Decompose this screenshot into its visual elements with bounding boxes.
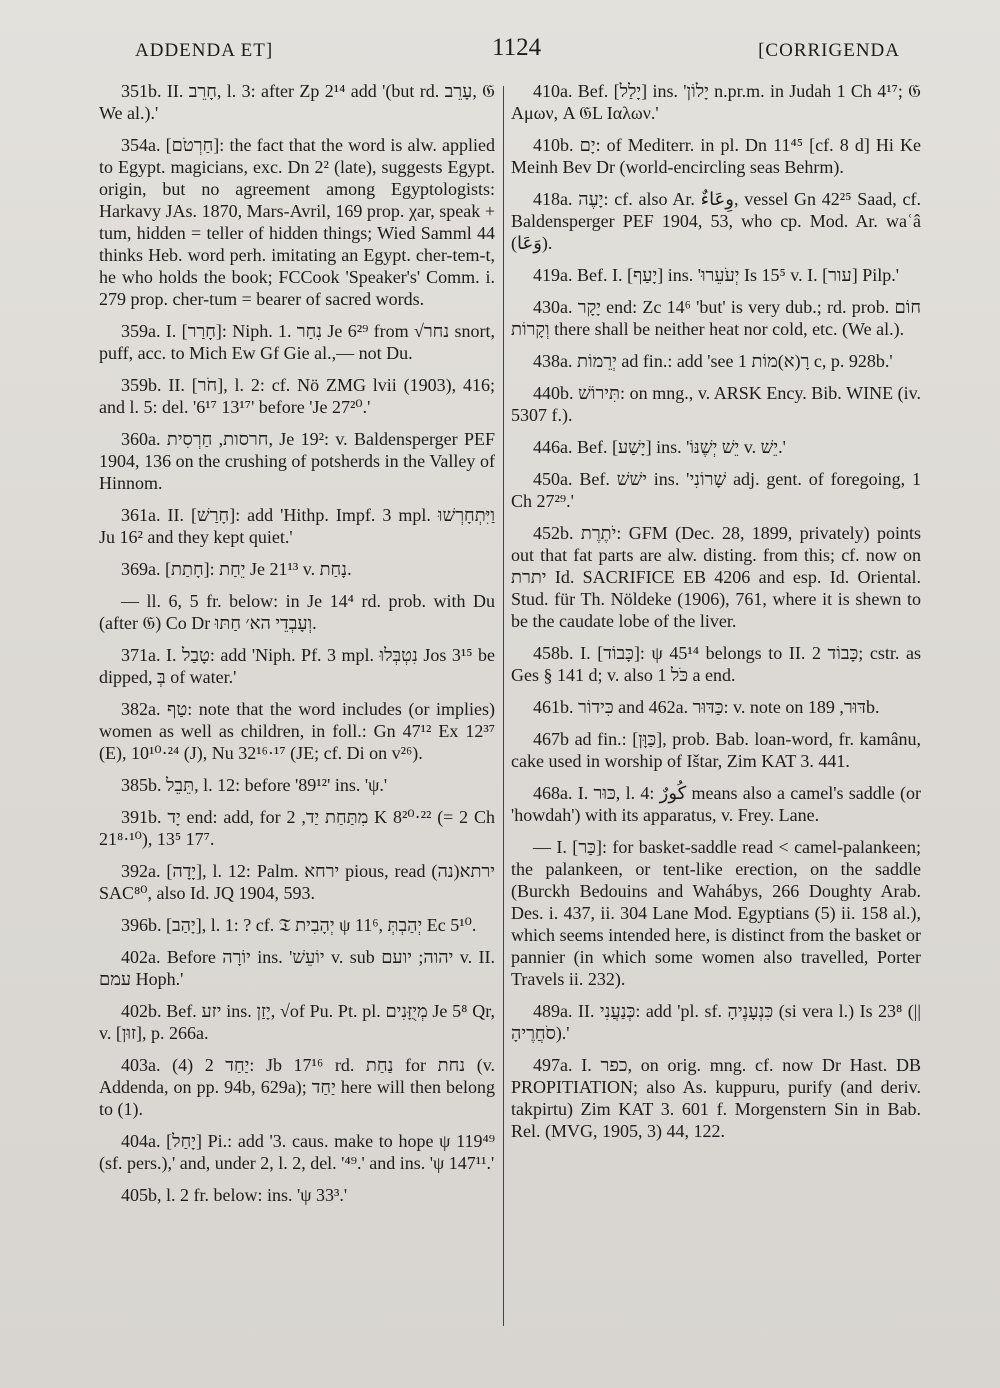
entry: 430a. יָקָר end: Zc 14⁶ 'but' is very dub.; rd. prob. חוֹם וְקָרוֹת there shall be neither heat nor cold, etc. (We al.).	[511, 297, 921, 339]
entry: 403a. יַחַד 2 (4): Jb 17¹⁶ rd. נַחַת for נחת (v. Addenda, on pp. 94b, 629a); יַחַד here will then belong to (1).	[99, 1055, 495, 1119]
entry: 359a. I. [חָרַר]: Niph. 1. נִחַר Je 6²⁹ from √נחר snort, puff, acc. to Mich Ew Gf Gie al.,— not Du.	[99, 321, 495, 363]
entry: 359b. II. [חֹר], l. 2: cf. Nö ZMG lvii (1903), 416; and l. 5: del. '6¹⁷ 13¹⁷' before 'Je 27²⁰.'	[99, 375, 495, 417]
entry: 361a. II. [חָרַשׁ]: add 'Hithp. Impf. 3 mpl. וַיִּתְחָרְשׁוּ Ju 16² and they kept quiet.'	[99, 505, 495, 547]
entry: 461b. כִּידוֹר and 462a. כַּדּוּר: v. note on דּוּר, 189b.	[533, 697, 880, 717]
entry: 371a. I. טָבַל: add 'Niph. Pf. 3 mpl. נִטְבְּלוּ Jos 3¹⁵ be dipped, בְּ of water.'	[99, 645, 495, 687]
entry: — ll. 6, 5 fr. below: in Je 14⁴ rd. prob. with Du (after 𝔊) Co Dr וְעָבְדֵי הא׳ חַתּוּ.	[99, 591, 495, 633]
entry: 497a. I. כפר, on orig. mng. cf. now Dr Hast. DB PROPITIATION; also As. kuppuru, purify (and deriv. takpirtu) Zim KAT 3. 601 f. Morgenstern Sin in Bab. Rel. (MVG, 1905, 3) 44, 122.	[511, 1055, 921, 1141]
entry: 440b. תִּירוֹשׁ: on mng., v. ARSK Ency. Bib. WINE (iv. 5307 f.).	[511, 383, 921, 425]
running-head-right: [CORRIGENDA	[758, 40, 900, 61]
running-head	[135, 34, 900, 70]
entry: 351b. II. חָרֵב, l. 3: after Zp 2¹⁴ add '(but rd. עָרֵב, 𝔊 We al.).'	[99, 81, 495, 123]
entry: 396b. [יָהַב], l. 1: ? cf. 𝔗 יְהָבִית ψ 11⁶, יְהַבְתְּ Ec 5¹⁰.	[121, 915, 477, 935]
entry: 382a. טַף: note that the word includes (or implies) women as well as children, in foll.: Gn 47¹² Ex 12³⁷ (E), 10¹⁰·²⁴ (J), Nu 32¹⁶·¹⁷ (JE; cf. Di on v²⁶).	[99, 699, 495, 763]
entry: 452b. יֹתֶרֶת: GFM (Dec. 28, 1899, privately) points out that fat parts are alw. disting. from this; cf. now on יתרת Id. SACRIFICE EB 4206 and esp. Id. Oriental. Stud. für Th. Nöldeke (1906), 761, where it is shewn to be the caudate lobe of the liver.	[511, 523, 921, 631]
entry: 410a. Bef. [יָלַל] ins. 'יָלוֹן n.pr.m. in Judah 1 Ch 4¹⁷; 𝔊 Αμων, A 𝔊L Ιαλων.'	[511, 81, 921, 123]
page-number: 1124	[492, 34, 542, 61]
right-column	[511, 80, 921, 1378]
entry: 468a. I. כּוּר, l. 4: كُورٌ means also a camel's saddle (or 'howdah') with its apparatus, v. Frey. Lane.	[511, 783, 921, 825]
entry: 467b ad fin.: [כַּוָּן], prob. Bab. loan-word, fr. kamânu, cake used in worship of Ištar, Zim KAT 3. 441.	[511, 729, 921, 771]
entry: 405b, l. 2 fr. below: ins. 'ψ 33³.'	[121, 1185, 348, 1205]
entry: 418a. יָעֶה: cf. also Ar. وِعَاءٌ, vessel Gn 42²⁵ Saad, cf. Baldensperger PEF 1904, 53, who cp. Mod. Ar. waʿâ (وَعَا).	[511, 189, 921, 253]
entry: 419a. Bef. I. [יָעַף] ins. 'יְעֹעֵרוּ Is 15⁵ v. I. [עור] Pilp.'	[533, 265, 899, 285]
entry: 402b. Bef. יזע ins. יָזַן, √of Pu. Pt. pl. מְיֻזָּנִים Je 5⁸ Qr, v. [זוּן], p. 266a.	[99, 1001, 495, 1043]
entry: 458b. I. [כָּבוֹד]: ψ 45¹⁴ belongs to II. כָּבוֹד 2; cstr. as Ges § 141 d; v. also כֹּל 1 a end.	[511, 643, 921, 685]
entry: 354a. [חַרְטֹם]: the fact that the word is alw. applied to Egypt. magicians, exc. Dn 2² (late), suggests Egypt. origin, but no agreement among Egyptologists: Harkavy JAs. 1870, Mars-Avril, 169 prop. χar, speak + tum, hidden = teller of hidden things; Wied Samml 44 thinks Heb. word perh. imitating an Egypt. cher-tem-t, he who holds the book; FCCook 'Speaker's' Comm. i. 279 prop. cher-tum = bearer of sacred words.	[99, 135, 495, 309]
entry: 410b. יָם: of Mediterr. in pl. Dn 11⁴⁵ [cf. 8 d] Hi Ke Meinh Bev Dr (world-encircling seas Behrm).	[511, 135, 921, 177]
entry: 450a. Bef. ישׁשׁ ins. 'שָׁרוֹנִי adj. gent. of foregoing, 1 Ch 27²⁹.'	[511, 469, 921, 511]
entry: 404a. [יָחַל] Pi.: add '3. caus. make to hope ψ 119⁴⁹ (sf. pers.),' and, under 2, l. 2, del. '⁴⁹.' and ins. 'ψ 147¹¹.'	[99, 1131, 495, 1173]
entry: 402a. Before יוֹרָה ins. 'יוֹעֵשׁ v. sub יהוה; יועם v. II. עמם Hoph.'	[99, 947, 495, 989]
column-divider	[503, 86, 504, 1326]
entry: 489a. II. כְּנַעֲנִי: add 'pl. sf. כִּנְעָנֶיהָ (si vera l.) Is 23⁸ (|| סֹחֲרֶיהָ).'	[511, 1001, 921, 1043]
entry: 369a. [חָתַת]: יֵחַת Je 21¹³ v. נָחַת.	[121, 559, 352, 579]
entry: 385b. תֵּבֵל, l. 12: before '89¹²' ins. 'ψ.'	[121, 775, 388, 795]
entry: 391b. יָד end: add, for מִתַּחַת יַד, 2 K 8²⁰·²² (= 2 Ch 21⁸·¹⁰), 13⁵ 17⁷.	[99, 807, 495, 849]
left-column	[99, 80, 495, 1378]
entry: 446a. Bef. [יָשַׁע] ins. 'יֵשׁ יְשֶׁנּוֹ v. יֵשׁ.'	[533, 437, 786, 457]
running-head-left: ADDENDA ET]	[135, 40, 274, 61]
entry: 360a. חרסות, חַרְסִית, Je 19²: v. Baldensperger PEF 1904, 136 on the crushing of potsherds in the Valley of Hinnom.	[99, 429, 495, 493]
entry: 392a. [יָדָה], l. 12: Palm. ירחא pious, read (נה)ירתא SAC⁸⁰, also Id. JQ 1904, 593.	[99, 861, 495, 903]
entry: 438a. יְרֵמוֹת ad fin.: add 'see רָ(א)מוֹת 1 c, p. 928b.'	[533, 351, 893, 371]
entry: — I. [כַּר]: for basket-saddle read < camel-palankeen; the palankeen, or tent-like erection, on the saddle (Burckh Bedouins and Wahábys, 266 Doughty Arab. Des. i. 437, ii. 304 Lane Mod. Egyptians (5) ii. 158 al.), which seems intended here, is distinct from the basket or pannier (in which some women also travelled, Porter Travels ii. 232).	[511, 837, 921, 989]
